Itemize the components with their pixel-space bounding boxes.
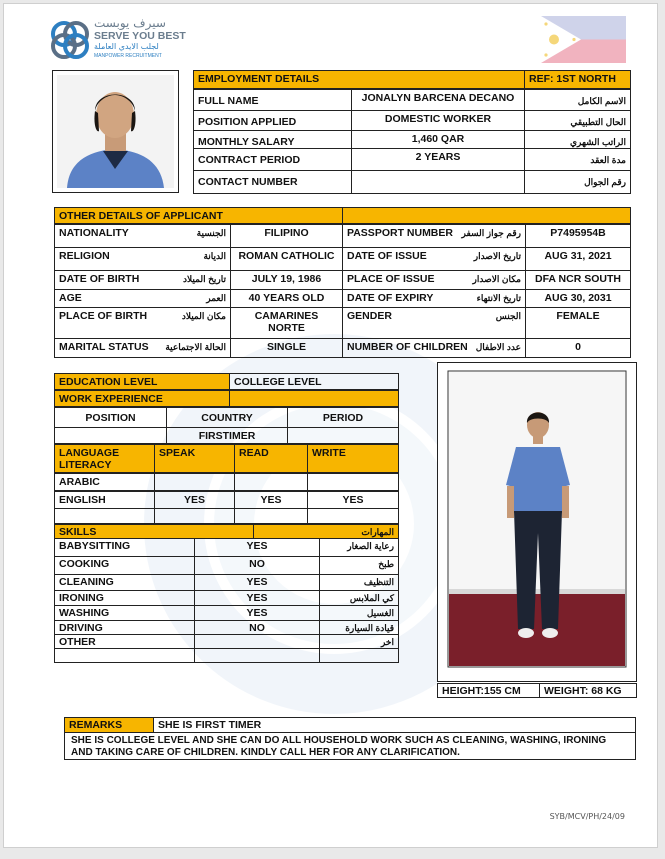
other-left-value: JULY 19, 1986 <box>230 270 343 290</box>
employment-label: MONTHLY SALARY <box>193 130 352 149</box>
other-right-value: DFA NCR SOUTH <box>525 270 631 290</box>
language-col-speak: SPEAK <box>154 444 235 473</box>
other-right-label-text: GENDER <box>347 310 392 322</box>
language-literacy-label: LANGUAGE LITERACY <box>54 444 155 473</box>
other-right-arabic: مكان الاصدار <box>472 274 521 284</box>
education-value: COLLEGE LEVEL <box>229 373 399 390</box>
applicant-full-body-photo <box>437 362 637 682</box>
weight-value: WEIGHT: 68 KG <box>539 683 637 698</box>
other-left-arabic: تاريخ الميلاد <box>183 274 226 284</box>
employment-arabic-label: الاسم الكامل <box>524 89 631 111</box>
remarks-text: SHE IS COLLEGE LEVEL AND SHE CAN DO ALL HOUSEHOLD WORK SUCH AS CLEANING, WASHING, IRONING AND TAKING CARE OF CHILDREN. KINDLY CALL HER FOR ANY CLARIFICATION. <box>64 732 636 760</box>
other-left-label-text: RELIGION <box>59 250 110 262</box>
language-empty-cell <box>307 508 399 524</box>
skill-name: DRIVING <box>54 620 195 635</box>
other-left-label <box>54 289 231 308</box>
skill-value: YES <box>194 590 320 606</box>
work-row-country: FIRSTIMER <box>166 427 288 444</box>
other-left-label <box>54 270 231 290</box>
other-right-value: FEMALE <box>525 307 631 339</box>
other-right-label <box>342 224 526 248</box>
other-details-header: OTHER DETAILS OF APPLICANT <box>54 207 343 224</box>
other-left-value: 40 YEARS OLD <box>230 289 343 308</box>
other-right-label <box>342 289 526 308</box>
work-row-position <box>54 427 167 444</box>
other-left-arabic: العمر <box>206 293 226 303</box>
skills-empty-row <box>54 648 195 663</box>
other-left-arabic: الديانة <box>203 251 226 261</box>
skill-value: NO <box>194 620 320 635</box>
other-right-label-text: NUMBER OF CHILDREN <box>347 341 468 353</box>
logo-arabic-sub: لجلب الايدي العاملة <box>94 42 159 51</box>
other-right-label-text: DATE OF EXPIRY <box>347 292 434 304</box>
employment-label: POSITION APPLIED <box>193 110 352 131</box>
skill-arabic: قيادة السيارة <box>319 620 399 635</box>
employment-arabic-label: الحال التطبيقي <box>524 110 631 131</box>
applicant-portrait-photo <box>52 70 179 193</box>
other-left-value: CAMARINES NORTE <box>230 307 343 339</box>
company-logo <box>48 16 188 64</box>
work-col-position: POSITION <box>54 407 167 428</box>
language-read <box>234 473 308 491</box>
skill-value: NO <box>194 556 320 575</box>
remarks-short: SHE IS FIRST TIMER <box>153 717 636 733</box>
language-speak <box>154 473 235 491</box>
logo-arabic: سيرف يوبست <box>94 16 166 30</box>
language-empty-cell <box>234 508 308 524</box>
skill-arabic: رعاية الصغار <box>319 538 399 557</box>
language-empty-cell <box>154 508 235 524</box>
other-right-arabic: الجنس <box>495 311 521 321</box>
skill-value <box>194 634 320 649</box>
skill-name: IRONING <box>54 590 195 606</box>
other-left-label <box>54 307 231 339</box>
logo-name: SERVE YOU BEST <box>94 30 186 42</box>
employment-details-header: EMPLOYMENT DETAILS <box>193 70 525 89</box>
other-left-value: ROMAN CATHOLIC <box>230 247 343 271</box>
language-speak: YES <box>154 491 235 509</box>
other-right-label-text: PLACE OF ISSUE <box>347 273 435 285</box>
work-row-period <box>287 427 399 444</box>
language-empty-row <box>54 508 155 524</box>
employment-value: JONALYN BARCENA DECANO <box>351 89 525 111</box>
other-details-header-right <box>342 207 631 224</box>
other-right-label <box>342 307 526 339</box>
skill-arabic: اخر <box>319 634 399 649</box>
skills-arabic-label: المهارات <box>253 524 399 539</box>
document-reference: SYB/MCV/PH/24/09 <box>549 812 625 821</box>
other-left-label-text: NATIONALITY <box>59 227 129 239</box>
other-right-value: P7495954B <box>525 224 631 248</box>
other-right-arabic: عدد الاطفال <box>475 342 521 352</box>
language-write: YES <box>307 491 399 509</box>
other-right-label-text: PASSPORT NUMBER <box>347 227 453 239</box>
skills-empty-cell <box>194 648 320 663</box>
skill-name: COOKING <box>54 556 195 575</box>
language-read: YES <box>234 491 308 509</box>
height-value: HEIGHT:155 CM <box>437 683 540 698</box>
work-experience-label: WORK EXPERIENCE <box>54 390 230 407</box>
other-right-value: AUG 31, 2021 <box>525 247 631 271</box>
work-experience-header-right <box>229 390 399 407</box>
employment-value: 2 YEARS <box>351 148 525 171</box>
other-right-label <box>342 270 526 290</box>
employment-label: CONTACT NUMBER <box>193 170 352 194</box>
employment-arabic-label: مدة العقد <box>524 148 631 171</box>
other-left-label <box>54 338 231 358</box>
other-right-label-text: DATE OF ISSUE <box>347 250 427 262</box>
other-right-label <box>342 247 526 271</box>
other-left-label <box>54 224 231 248</box>
other-right-label <box>342 338 526 358</box>
skills-empty-cell <box>319 648 399 663</box>
other-right-arabic: رقم جواز السفر <box>461 228 521 238</box>
employment-label: FULL NAME <box>193 89 352 111</box>
skill-name: CLEANING <box>54 574 195 591</box>
skill-arabic: كي الملابس <box>319 590 399 606</box>
employment-value <box>351 170 525 194</box>
education-label: EDUCATION LEVEL <box>54 373 230 390</box>
other-left-label-text: AGE <box>59 292 82 304</box>
skill-name: WASHING <box>54 605 195 621</box>
other-right-value: AUG 30, 2031 <box>525 289 631 308</box>
other-left-value: SINGLE <box>230 338 343 358</box>
language-col-read: READ <box>234 444 308 473</box>
employment-value: 1,460 QAR <box>351 130 525 149</box>
skill-name: BABYSITTING <box>54 538 195 557</box>
language-name: ARABIC <box>54 473 155 491</box>
philippine-flag <box>541 16 626 63</box>
other-right-arabic: تاريخ الانتهاء <box>476 293 521 303</box>
logo-sub: MANPOWER RECRUITMENT <box>94 53 162 59</box>
skill-arabic: الغسيل <box>319 605 399 621</box>
skill-value: YES <box>194 605 320 621</box>
other-right-value: 0 <box>525 338 631 358</box>
skills-label: SKILLS <box>54 524 254 539</box>
other-left-arabic: الجنسية <box>196 228 226 238</box>
skill-name: OTHER <box>54 634 195 649</box>
other-left-label-text: DATE OF BIRTH <box>59 273 140 285</box>
other-left-label-text: PLACE OF BIRTH <box>59 310 148 322</box>
work-col-period: PERIOD <box>287 407 399 428</box>
employment-arabic-label: الراتب الشهري <box>524 130 631 149</box>
logo-knot-icon <box>48 18 92 62</box>
employment-label: CONTRACT PERIOD <box>193 148 352 171</box>
ref-number: REF: 1ST NORTH <box>524 70 631 89</box>
other-left-arabic: الحالة الاجتماعية <box>165 342 226 352</box>
other-left-label-text: MARITAL STATUS <box>59 341 149 353</box>
language-name: ENGLISH <box>54 491 155 509</box>
other-left-label <box>54 247 231 271</box>
work-col-country: COUNTRY <box>166 407 288 428</box>
skill-value: YES <box>194 538 320 557</box>
remarks-label: REMARKS <box>64 717 154 733</box>
other-left-value: FILIPINO <box>230 224 343 248</box>
language-col-write: WRITE <box>307 444 399 473</box>
other-left-arabic: مكان الميلاد <box>181 311 226 321</box>
other-right-arabic: تاريخ الاصدار <box>473 251 521 261</box>
skill-arabic: طبخ <box>319 556 399 575</box>
skill-value: YES <box>194 574 320 591</box>
skill-arabic: التنظيف <box>319 574 399 591</box>
employment-arabic-label: رقم الجوال <box>524 170 631 194</box>
employment-value: DOMESTIC WORKER <box>351 110 525 131</box>
language-write <box>307 473 399 491</box>
